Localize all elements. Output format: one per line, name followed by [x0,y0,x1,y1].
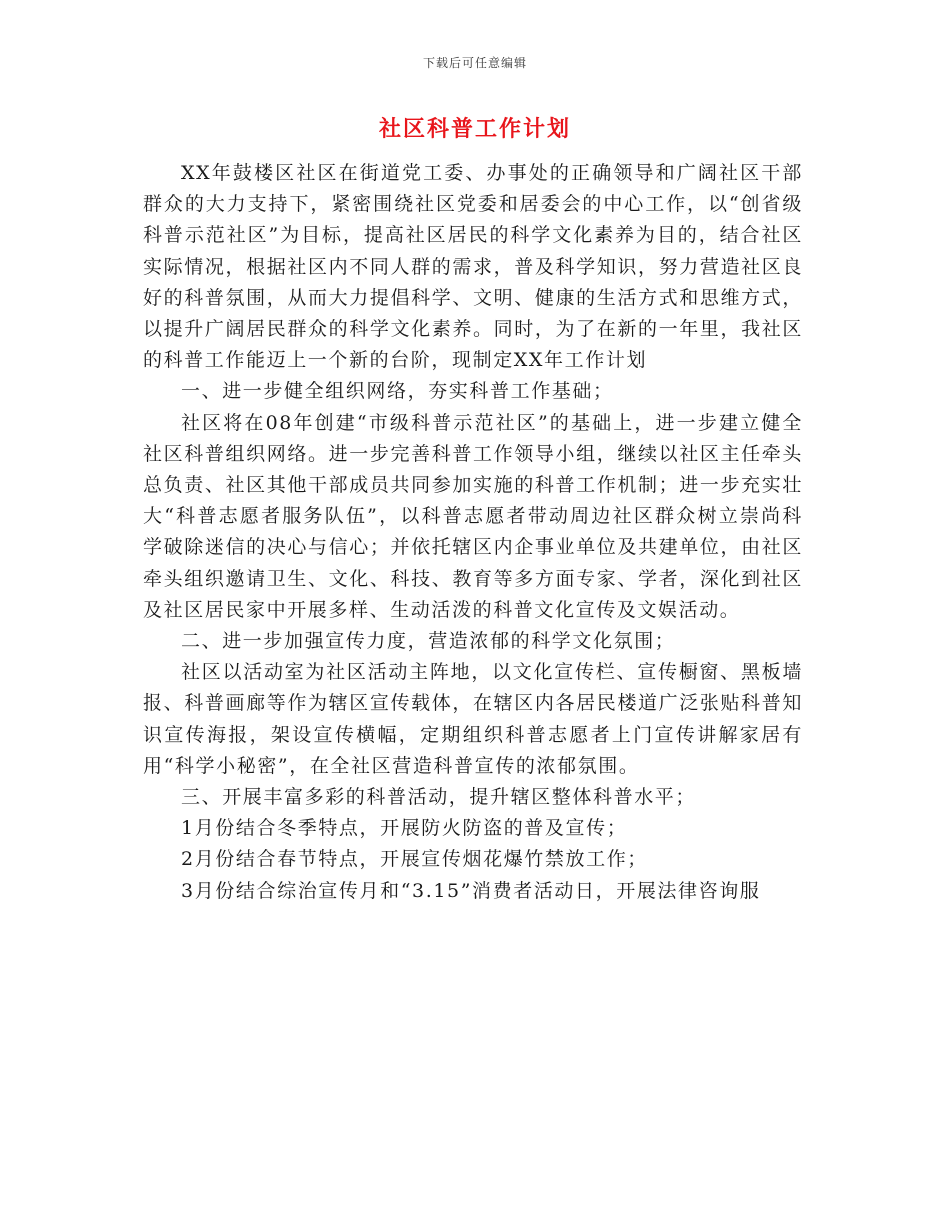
list-item-march: 3月份结合综治宣传月和“3.15”消费者活动日，开展法律咨询服 [181,879,761,902]
list-item-february: 2月份结合春节特点，开展宣传烟花爆竹禁放工作； [181,848,648,871]
paragraph-intro: XX年鼓楼区社区在街道党工委、办事处的正确领导和广阔社区干部群众的大力支持下，紧密围绕社区党委和居委会的中心工作，以“创省级科普示范社区”为目标，提高社区居民的科学文化素养为目的，结合社区实际情况，根据社区内不同人群的需求，普及科学知识，努力营造社区良好的科普氛围，从而大力提倡科学、文明、健康的生活方式和思维方式，以提升广阔居民群众的科学文化素养。同时，为了在新的一年里，我社区的科普工作能迈上一个新的台阶，现制定XX年工作计划 [143,162,803,372]
heading-section-2: 二、进一步加强宣传力度，营造浓郁的科学文化氛围； [181,630,676,653]
paragraph-section-1: 社区将在08年创建“市级科普示范社区”的基础上，进一步建立健全社区科普组织网络。进一步完善科普工作领导小组，继续以社区主任牵头总负责、社区其他干部成员共同参加实施的科普工作机制；进一步充实壮大“科普志愿者服务队伍”，以科普志愿者带动周边社区群众树立崇尚科学破除迷信的决心与信心；并依托辖区内企事业单位及共建单位，由社区牵头组织邀请卫生、文化、科技、教育等多方面专家、学者，深化到社区及社区居民家中开展多样、生动活泼的科普文化宣传及文娱活动。 [143,411,803,621]
list-item-january: 1月份结合冬季特点，开展防火防盗的普及宣传； [181,817,628,840]
document-title: 社区科普工作计划 [378,116,571,142]
heading-section-1: 一、进一步健全组织网络，夯实科普工作基础； [181,380,614,403]
heading-section-3: 三、开展丰富多彩的科普活动，提升辖区整体科普水平； [181,786,697,809]
paragraph-section-2: 社区以活动室为社区活动主阵地，以文化宣传栏、宣传橱窗、黑板墙报、科普画廊等作为辖区宣传载体，在辖区内各居民楼道广泛张贴科普知识宣传海报，架设宣传横幅，定期组织科普志愿者上门宣传讲解家居有用“科学小秘密”，在全社区营造科普宣传的浓郁氛围。 [143,661,803,777]
header-note: 下载后可任意编辑 [422,56,527,70]
document-body [143,158,803,907]
